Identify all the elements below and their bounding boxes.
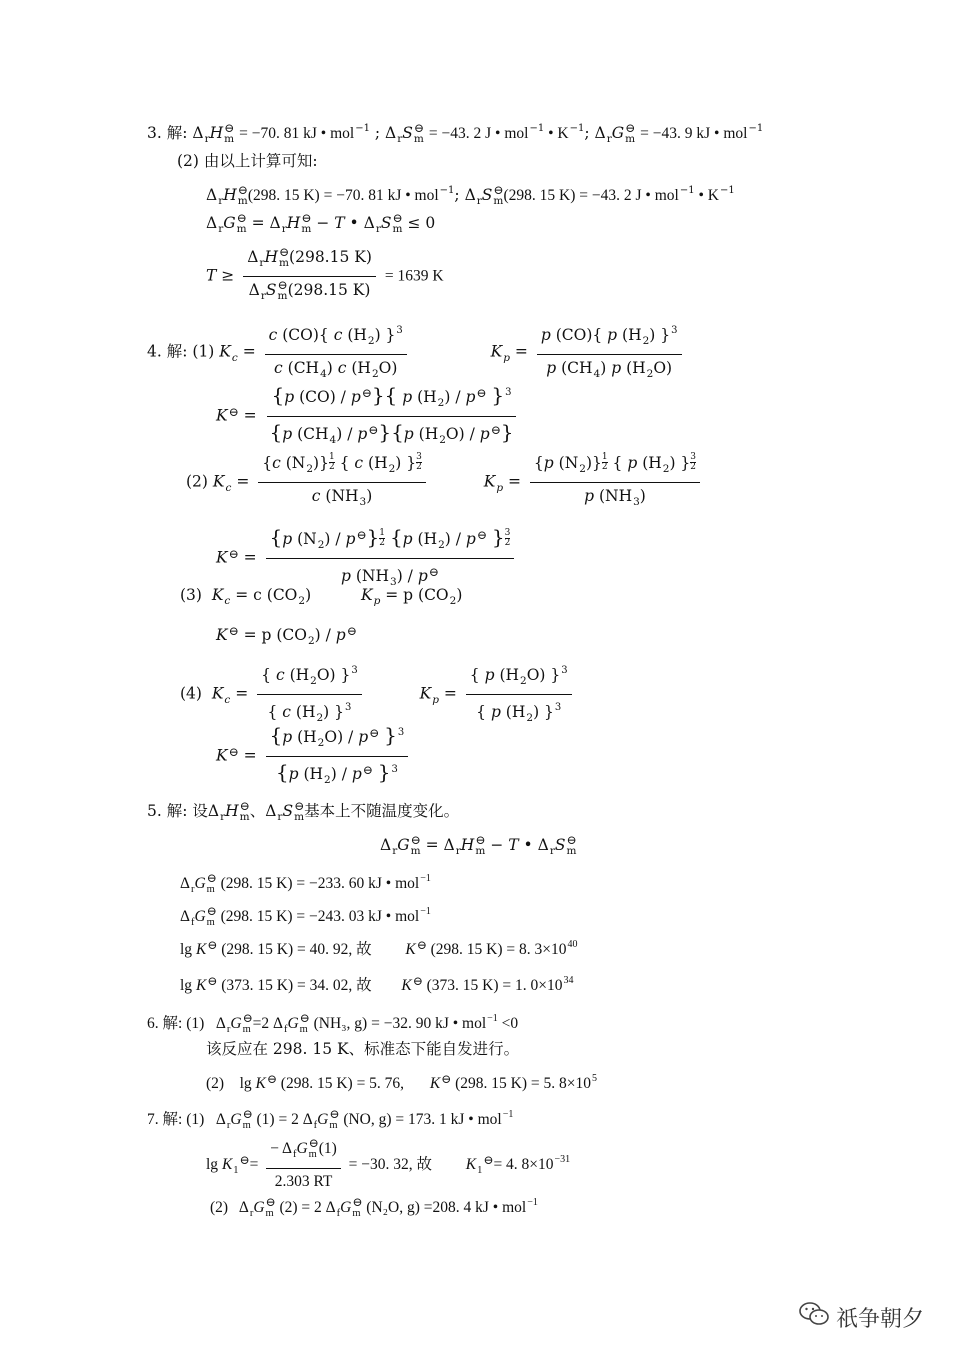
- kc-fraction-1: $\frac{c (CO)\{ c (H_2) \}^3}{c (CH_4) c (H_2O)}$: [265, 320, 407, 385]
- K-298: (298. 15 K) = 8. 3×10: [430, 941, 567, 958]
- dH-298: (298. 15 K) = −70. 81 kJ • mol: [247, 187, 439, 204]
- sep: ;: [374, 124, 386, 142]
- dH-value: = −70. 81 kJ • mol: [239, 125, 355, 142]
- eq: =: [425, 836, 439, 854]
- kstd-co2: = p (CO: [243, 626, 307, 644]
- dG2: (2) = 2: [279, 1199, 322, 1216]
- minus: −: [490, 836, 504, 854]
- problem7-l2: $\lg K_1^⊖=$ − $\Delta_fG$ ⊖ m (1) 2.303 RT = −30. 32, 故 $K_1^⊖= 4$. $8\times 10^{-31}$: [206, 1138, 570, 1193]
- dot: •: [523, 836, 533, 854]
- problem4-line1: 4. 解: (1) $K_c$ = $\frac{c (CO)\{ c (H_2) \}^3}{c (CH_4) c (H_2O)}$ $K_p$ = $\frac{p (CO)\{ p (H_2) \}^3}{p (CH_4) p (H_2O)}$: [147, 320, 686, 385]
- dS-298: (298. 15 K) = −43. 2 J • mol: [503, 187, 679, 204]
- le-zero: ≤ 0: [407, 214, 436, 232]
- problem5-label: 5. 解:: [147, 802, 188, 820]
- watermark-text: 祇争朝夕: [835, 1306, 924, 1332]
- problem6-l3: (2) lg K⊖ (298. 15 K) = 5. 76, K⊖ (298. 15 K) = 5. $8\times 10^5$: [206, 1072, 597, 1092]
- problem5-line1: 5. 解: 设$\Delta_rH$ ⊖ m 、$\Delta_rS$ ⊖ m 基本上不随温度变化。: [147, 799, 460, 823]
- unit-k: • K: [694, 187, 719, 204]
- problem5-l4: lg K⊖ (373. 15 K) = 34. 02, 故 K⊖ (373. 15 K) = 1. $0\times 10^{34}$: [180, 974, 574, 994]
- K-298-exp: 40: [567, 939, 578, 950]
- dfG-n2o: (N₂O, g) =208. 4 kJ • mol: [366, 1199, 527, 1216]
- sep: 、: [249, 802, 266, 820]
- part2-text: (2) 由以上计算可知:: [177, 152, 318, 170]
- lgK1-result: = −30. 32, 故: [348, 1156, 433, 1174]
- problem3-line2: $\Delta_rH$ ⊖ m (298. 15 K) = −70. 81 kJ • mol$^{-1}$; $\Delta_rS$ ⊖ m (298. 15 K) = −43. 2 J • mol$^{-1}$ • $K^{-1}$: [206, 183, 735, 207]
- K1-value: = 4. 8×10: [493, 1156, 554, 1174]
- part1: (1): [192, 342, 215, 361]
- problem7-l3: (2) $\Delta_rG$ ⊖ m (2) = 2 $\Delta_fG$ ⊖ m (N₂O, g) =208. 4 kJ • mol$^{-1}$: [210, 1195, 538, 1220]
- problem7-l1: 7. 解: (1) $\Delta_rG$ ⊖ m (1) = 2 $\Delta_fG$ ⊖ m (NO, g) = 173. 1 kJ • mol$^{-1}$: [147, 1107, 514, 1132]
- sep: ;: [454, 186, 465, 204]
- T: T: [206, 266, 217, 285]
- problem6-l1: 6. 解: (1) $\Delta_rG$ ⊖ m =2 $\Delta_fG$ ⊖ m (NH₃, g) = −32. 90 kJ • mol$^{-1}$ <0: [147, 1011, 519, 1036]
- kp-fraction-4: $\frac{\{ p (H_2O) \}^3}{\{ p (H_2) \}^3}$: [466, 660, 572, 729]
- problem4-k-std-2: K⊖ = {p $(N_2) / p^⊖$} $\frac{1}{2}$ {p $(H_2) / p^⊖$ } $\frac{3}{2}$ p $(NH_3) / p^⊖$: [216, 524, 518, 593]
- dG1: (1) = 2: [256, 1111, 299, 1128]
- dG-298: (298. 15 K) = −233. 60 kJ • mol: [220, 875, 420, 892]
- K1-exp: −31: [554, 1154, 571, 1166]
- problem4-k-std-3: K⊖ = p $(CO_2) / p^⊖$: [216, 624, 357, 647]
- problem4-line2: (2) $K_c$ = {c $(N_2)$} $\frac{1}{2}$ { c $(H_2)$ } $\frac{3}{2}$ c $(NH_3)$ $K_p$ = {p $(N_2)$} $\frac{1}{2}$ { p $(H_2)$ } $\frac{3}{2}$ p $(NH_3)$: [186, 452, 704, 513]
- dfG-no: (NO, g) = 173. 1 kJ • mol: [343, 1111, 502, 1128]
- lt-zero: <0: [497, 1015, 519, 1032]
- part1: (1): [186, 1015, 205, 1032]
- K-373: (373. 15 K) = 1. 0×10: [426, 977, 563, 994]
- part1: (1): [186, 1111, 205, 1128]
- unit-k: • K: [544, 125, 569, 142]
- kp-fraction-2: {p $(N_2)$} $\frac{1}{2}$ { p $(H_2)$ } $\frac{3}{2}$ p $(NH_3)$: [530, 452, 700, 513]
- lgK1-fraction: − $\Delta_fG$ ⊖ m (1) 2.303 RT: [266, 1138, 341, 1193]
- problem3-line1: 3. 解: $\Delta_rH$ ⊖ m = −70. 81 kJ • mol$^{-1}$ ; $\Delta_rS$ ⊖ m = −43. 2 J • mol$^{-1}$ • $K^{-1}$; $\Delta_rG$ ⊖ m = −43. 9 kJ • mol$^{-1}$: [147, 121, 764, 145]
- T-result: = 1639 K: [384, 267, 444, 285]
- problem6-l2: [206, 1038, 519, 1060]
- sep2: ;: [584, 124, 595, 142]
- kc-co2: = c (CO: [235, 586, 298, 604]
- problem3-line3: $\Delta_rG$ ⊖ m = $\Delta_rH$ ⊖ m − T • $\Delta_rS$ ⊖ m ≤ 0: [206, 211, 436, 235]
- wechat-icon: [798, 1300, 830, 1334]
- ge: ≥: [221, 266, 235, 285]
- problem4-label: 4. 解:: [147, 342, 188, 361]
- problem6-label: 6. 解:: [147, 1015, 183, 1032]
- dfG-298: (298. 15 K) = −243. 03 kJ • mol: [220, 908, 420, 925]
- minus: −: [316, 214, 330, 232]
- dG-nh3: (NH₃, g) = −32. 90 kJ • mol: [313, 1015, 487, 1032]
- fnum: (1): [318, 1140, 337, 1157]
- dG-value: = −43. 9 kJ • mol: [640, 125, 748, 142]
- problem3-part2: [177, 150, 318, 172]
- problem4-k-std-1: K⊖ = $\frac{\{p (CO) / p^⊖\}\{ p (H_2) / p^⊖ \}^3}{\{p (CH_4) / p^⊖\}\{p (H_2O) / p^⊖\}}$: [216, 382, 522, 451]
- problem7-label: 7. 解:: [147, 1111, 183, 1128]
- problem4-k-std-4: K⊖ = $\frac{\{p (H_2O) / p^⊖ \}^3}{\{p (H_2) / p^⊖ \}^3}$: [216, 722, 412, 791]
- watermark: [798, 1300, 924, 1334]
- intro: 基本上不随温度变化。: [304, 802, 460, 820]
- part2: (2): [210, 1199, 229, 1216]
- K-373-exp: 34: [563, 975, 574, 986]
- spontaneous-text: 该反应在 298. 15 K、标准态下能自发进行。: [206, 1040, 520, 1058]
- den-T: (298.15 K): [287, 281, 371, 299]
- part3: (3): [180, 586, 202, 604]
- K-exp: 5: [591, 1073, 597, 1084]
- dot: •: [349, 214, 359, 232]
- problem5-l2: $\Delta_fG$ ⊖ m (298. 15 K) = −243. 03 kJ • mol$^{-1}$: [180, 904, 431, 929]
- problem5-eq: $\Delta_rG$ ⊖ m = $\Delta_rH$ ⊖ m − T • $\Delta_rS$ ⊖ m: [380, 833, 577, 857]
- T: T: [334, 214, 345, 232]
- kc-fraction-2: {c $(N_2)$} $\frac{1}{2}$ { c $(H_2)$ } $\frac{3}{2}$ c $(NH_3)$: [258, 452, 426, 513]
- kp-co2: = p (CO: [385, 586, 449, 604]
- problem5-l3: lg K⊖ (298. 15 K) = 40. 92, 故 K⊖ (298. 15 K) = 8. $3\times 10^{40}$: [180, 938, 578, 958]
- part4: (4): [180, 684, 202, 703]
- lgK-373: (373. 15 K) = 34. 02, 故: [221, 977, 372, 994]
- eq: =: [251, 214, 265, 232]
- problem3-line4: [206, 246, 444, 307]
- kc-fraction-4: $\frac{\{ c (H_2O) \}^3}{\{ c (H_2) \}^3}$: [257, 660, 362, 729]
- kstd-fraction-4: $\frac{\{p (H_2O) / p^⊖ \}^3}{\{p (H_2) / p^⊖ \}^3}$: [266, 722, 409, 791]
- kstd-fraction-2: {p $(N_2) / p^⊖$} $\frac{1}{2}$ {p $(H_2) / p^⊖$ } $\frac{3}{2}$ p $(NH_3) / p^⊖$: [266, 524, 515, 593]
- num-T: (298.15 K): [289, 248, 372, 266]
- fden: 2.303 RT: [274, 1173, 333, 1190]
- problem4-line3: (3) $K_c = c$ $(CO_2) K_p = p$ $(CO_2)$: [180, 586, 463, 607]
- kstd-fraction-1: $\frac{\{p (CO) / p^⊖\}\{ p (H_2) / p^⊖ \}^3}{\{p (CH_4) / p^⊖\}\{p (H_2O) / p^⊖\}}$: [266, 382, 518, 451]
- temperature-fraction: $\Delta_rH$ ⊖ m (298.15 K) $\Delta_rS$ ⊖ m (298.15 K): [243, 246, 376, 307]
- lgK: (298. 15 K) = 5. 76,: [280, 1075, 405, 1092]
- part2: (2): [186, 472, 208, 491]
- T: T: [508, 836, 519, 854]
- kp-fraction-1: $\frac{p (CO)\{ p (H_2) \}^3}{p (CH_4) p (H_2O)}$: [537, 320, 682, 385]
- problem5-l1: $\Delta_rG$ ⊖ m (298. 15 K) = −233. 60 kJ • mol$^{-1}$: [180, 871, 431, 896]
- dS-value: = −43. 2 J • mol: [428, 125, 529, 142]
- lgK-298: (298. 15 K) = 40. 92, 故: [221, 941, 372, 958]
- problem3-label: 3. 解:: [147, 124, 188, 142]
- problem4-line4: (4) $K_c$ = $\frac{\{ c (H_2O) \}^3}{\{ c (H_2) \}^3}$ $K_p$ = $\frac{\{ p (H_2O) \}^3}{\{ p (H_2) \}^3}$: [180, 660, 576, 729]
- part2: (2): [206, 1075, 225, 1092]
- K-value: (298. 15 K) = 5. 8×10: [455, 1075, 591, 1092]
